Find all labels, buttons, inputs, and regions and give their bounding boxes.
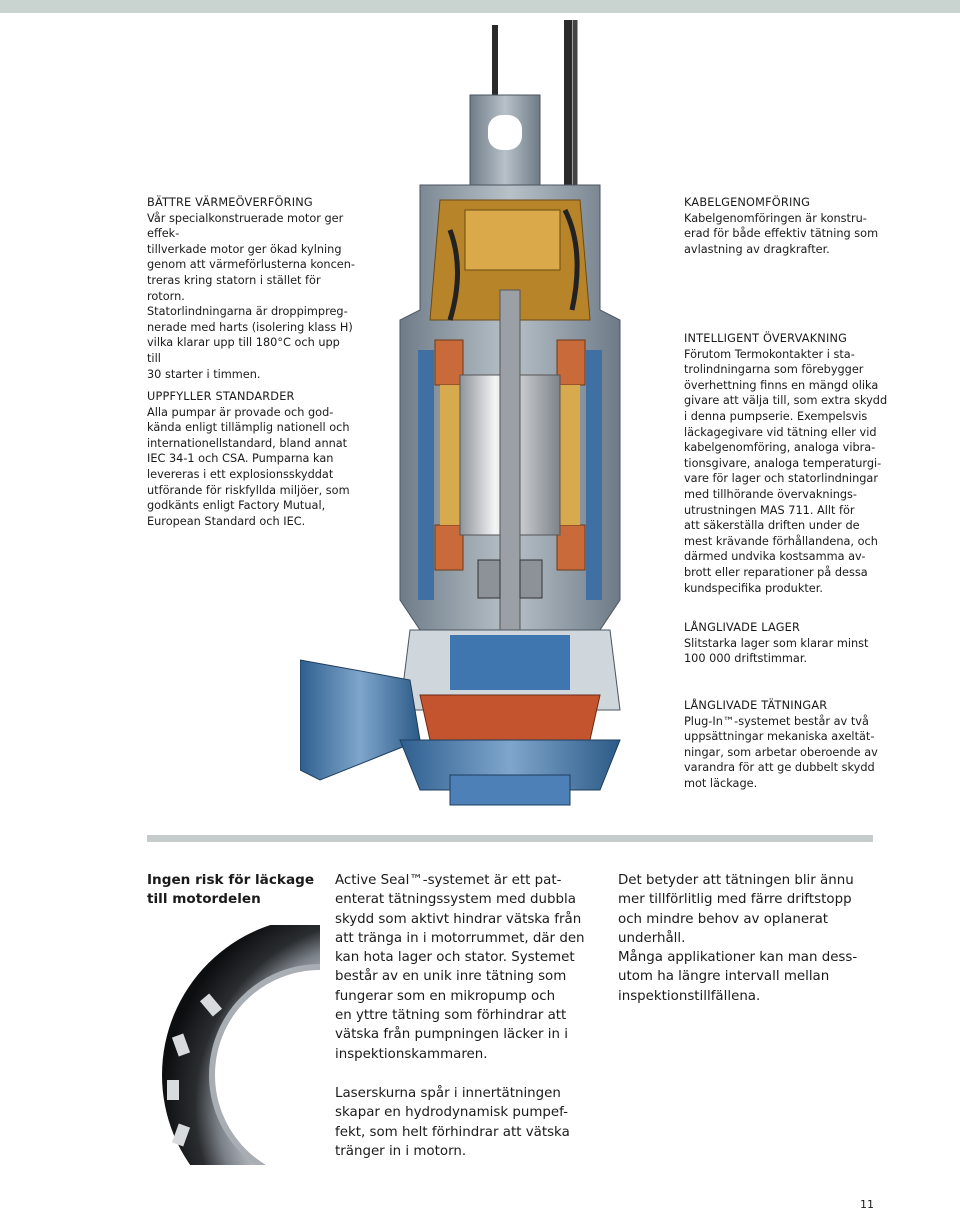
section-text: Vår specialkonstruerade motor ger effek- tillverkade motor ger ökad kylning genom att värmeförlusterna koncen- treras kring statorn i stället för rotorn. Statorlindningarna är droppimpreg- nerade med harts (isolering klass H) vilka klarar upp till 180°C och upp till 30 starter i timmen.: [147, 211, 355, 381]
section-text: Alla pumpar är provade och god- kända enligt tillämplig nationell och internationellstandard, bland annat IEC 34-1 och CSA. Pumparna kan levereras i ett explosionsskyddat utförande för riskfyllda miljöer, som godkänts enligt Factory Mutual, European Standard och IEC.: [147, 405, 350, 528]
section-text: Kabelgenomföringen är konstru- erad för både effektiv tätning som avlastning av dragkrafter.: [684, 211, 879, 256]
body-paragraph-2: Laserskurna spår i innertätningen skapar en hydrodynamisk pumpef- fekt, som helt förhindrar att vätska tränger in i motorn.: [335, 1086, 570, 1159]
divider-rule: [147, 835, 873, 842]
top-color-bar: [0, 0, 960, 13]
pump-cutaway-illustration: [300, 20, 670, 810]
section-long-life-bearings: [684, 620, 899, 667]
section-heading: KABELGENOMFÖRING: [684, 196, 811, 209]
section-heading: LÅNGLIVADE TÄTNINGAR: [684, 699, 828, 712]
section-heading: INTELLIGENT ÖVERVAKNING: [684, 332, 848, 345]
body-paragraph-3: Det betyder att tätningen blir ännu mer tillförlitlig med färre driftstopp och mindre behov av oplanerat underhåll. Många applikationer kan man dess- utom ha längre intervall mellan inspektionstillfällena.: [618, 873, 858, 1004]
section-text: Förutom Termokontakter i sta- trolindningarna som förebygger överhettning finns en mängd olika givare att välja till, som extra skydd i denna pumpserie. Exempelsvis läckagegivare vid tätning eller vid kabelgenomföring, analoga vibra- tionsgivare, analoga temperaturgi- vare för lager och statorlindningar med tillhörande övervaknings- utrustningen MAS 711. Allt för att säkerställa driften under de mest krävande förhållandena, och därmed undvika kostsamma av- brott eller reparationer på dessa kundspecifika produkter.: [684, 347, 888, 595]
section-intelligent-monitoring: [684, 331, 899, 596]
section-heading: LÅNGLIVADE LAGER: [684, 621, 801, 634]
body-paragraph-1: Active Seal™-systemet är ett pat- enterat tätningssystem med dubbla skydd som aktivt hindrar vätska från att tränga in i motorrummet, där den kan hota lager och stator. Systemet består av en unik inre tätning som fungerar som en mikropump och en yttre tätning som förhindrar att vätska från pumpningen läcker in i inspektionskammaren.: [335, 873, 585, 1062]
section-text: Plug-In™-systemet består av två uppsättningar mekaniska axeltät- ningar, som arbetar oberoende av varandra för att ge dubbelt skydd mot läckage.: [684, 714, 878, 790]
section-long-life-seals: [684, 698, 899, 792]
section-text: Slitstarka lager som klarar minst 100 000 driftstimmar.: [684, 636, 869, 666]
lead-heading: Ingen risk för läckage till motordelen: [147, 872, 315, 907]
active-seal-ring-photo: [145, 925, 320, 1165]
section-heading: BÄTTRE VÄRMEÖVERFÖRING: [147, 196, 313, 209]
page-number: 11: [860, 1198, 874, 1211]
section-cable-entry: [684, 195, 899, 257]
section-heading: UPPFYLLER STANDARDER: [147, 390, 295, 403]
